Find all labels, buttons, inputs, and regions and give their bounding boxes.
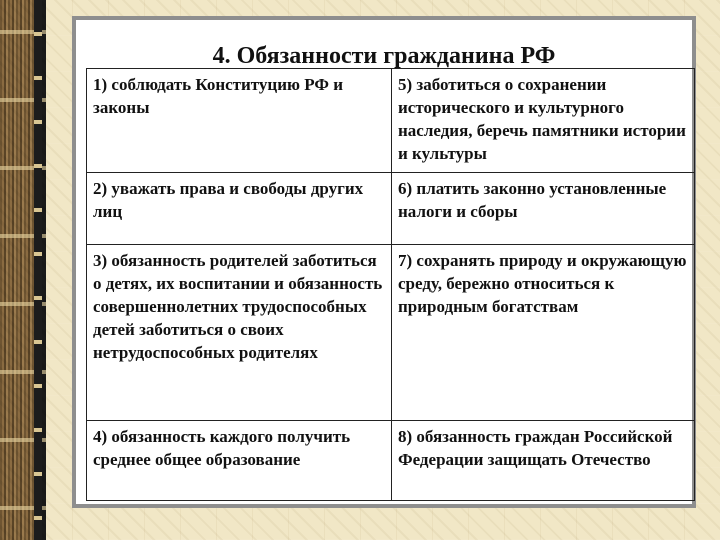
table-cell-right: 5) заботиться о сохранении исторического и культурного наследия, беречь памятники истории и культуры [392,69,695,173]
content-card [72,16,696,508]
table-cell-left: 2) уважать права и свободы других лиц [87,173,392,245]
decorative-left-border [0,0,46,540]
table-cell-left: 3) обязанность родителей заботиться о детях, их воспитании и обязанность совершеннолетних трудоспособных детей заботиться о своих нетрудоспособных родителях [87,245,392,421]
table-row [87,245,695,421]
table-cell-right: 6) платить законно установленные налоги и сборы [392,173,695,245]
table-cell-left: 1) соблюдать Конституцию РФ и законы [87,69,392,173]
table-row [87,173,695,245]
table-row [87,421,695,501]
duties-table [86,68,695,501]
table-cell-right: 8) обязанность граждан Российской Федерации защищать Отечество [392,421,695,501]
table-cell-right: 7) сохранять природу и окружающую среду, бережно относиться к природным богатствам [392,245,695,421]
slide-title: 4. Обязанности гражданина РФ [212,43,556,69]
table-cell-left: 4) обязанность каждого получить среднее общее образование [87,421,392,501]
table-row [87,69,695,173]
